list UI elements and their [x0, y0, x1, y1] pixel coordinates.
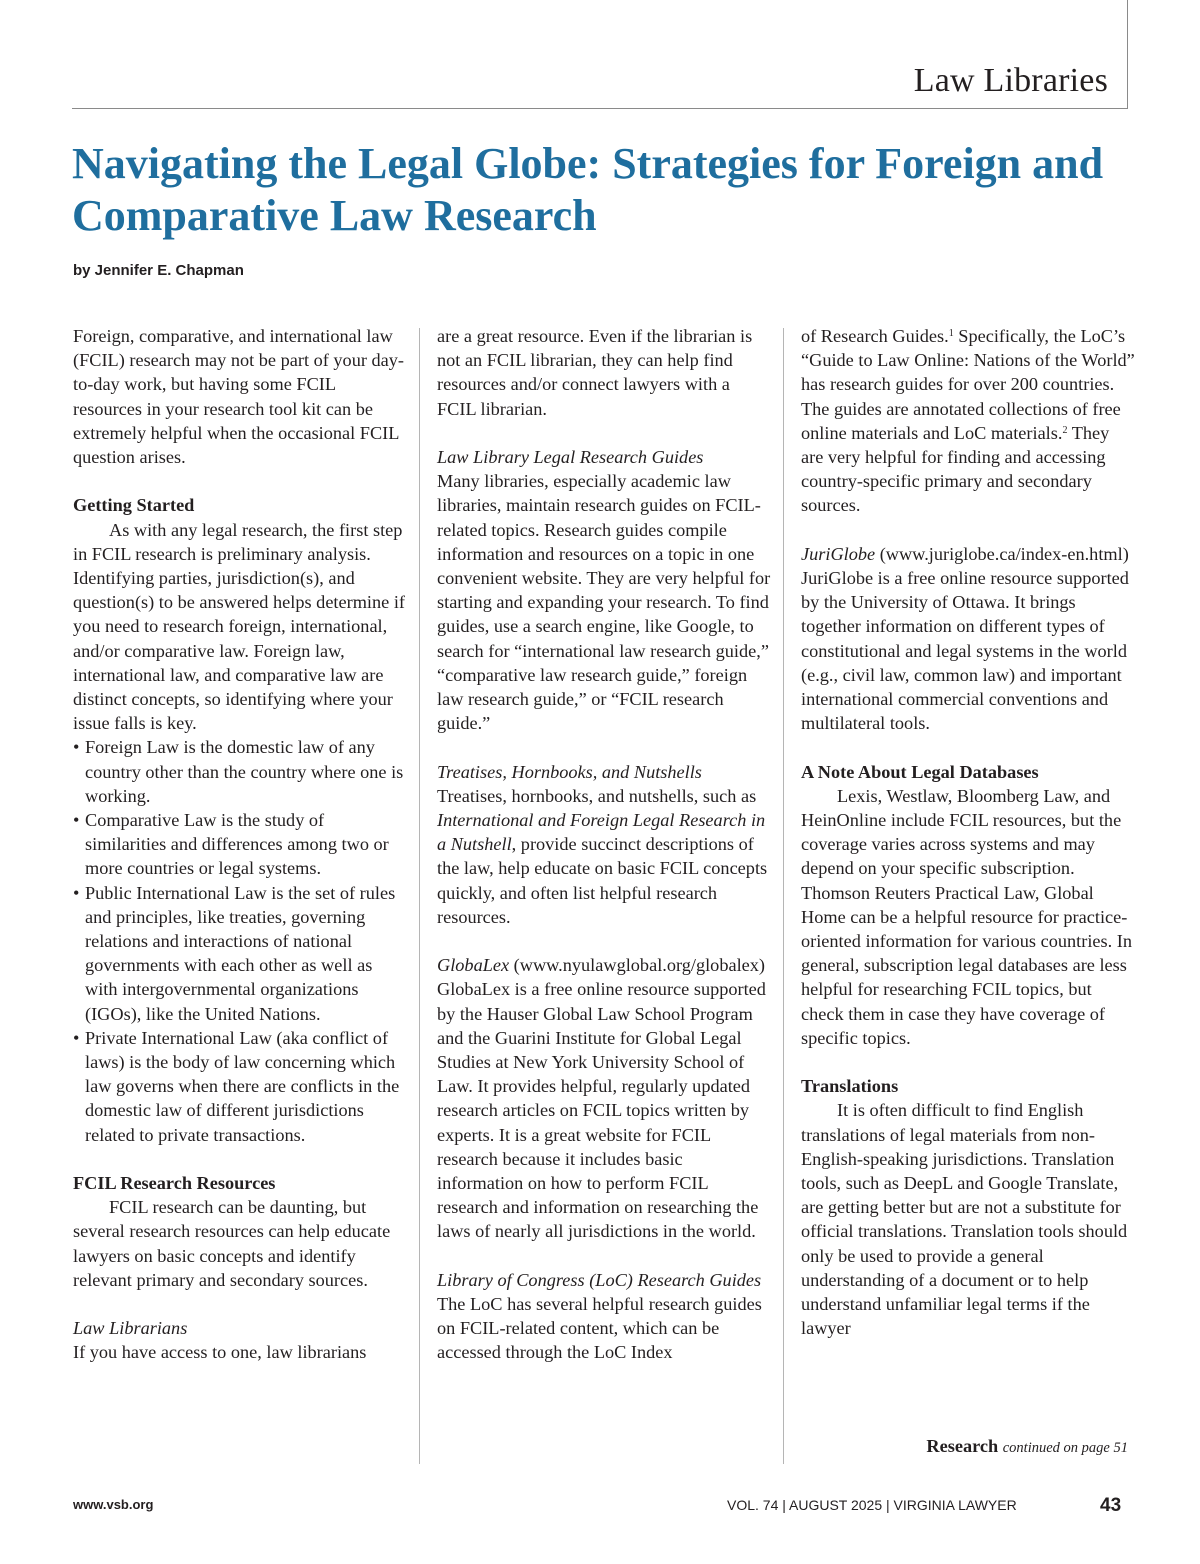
list-item: • Comparative Law is the study of similarities and differences among two or more countries or legal systems. — [73, 808, 407, 881]
translations-paragraph: It is often difficult to find English translations of legal materials from non-English-speaking jurisdictions. Translation tools, such as DeepL and Google Translate, are getting better but are not a substitute for official translations. Translation tools should only be used to provide a general understanding of a document or to help understand unfamiliar legal terms if the lawyer — [801, 1100, 1128, 1339]
column-2 — [437, 324, 771, 1365]
column-3 — [801, 324, 1135, 1340]
list-item: • Foreign Law is the domestic law of any country other than the country where one is working. — [73, 735, 407, 808]
databases-paragraph: Lexis, Westlaw, Bloomberg Law, and HeinOnline include FCIL resources, but the coverage varies across systems and may depend on your specific subscription. Thomson Reuters Practical Law, Global Home can be a helpful resource for practice-oriented information for various countries. In general, subscription legal databases are less helpful for researching FCIL topics, but check them in case they have coverage of specific topics. — [801, 785, 1132, 1048]
guides-paragraph: Many libraries, especially academic law libraries, maintain research guides on FCIL-related topics. Research guides compile information and resources on a topic in one convenient website. They are very helpful for starting and expanding your research. To find guides, use a search engine, like Google, to search for “international law research guide,” “comparative law research guide,” foreign law research guide,” or “FCIL research guide.” — [437, 471, 771, 734]
treatises-paragraph: Treatises, hornbooks, and nutshells, such as International and Foreign Legal Research in a Nutshell, provide succinct descriptions of the law, help educate on basic FCIL concepts quickly, and often list helpful research resources. — [437, 785, 768, 927]
juriglobe-paragraph: JuriGlobe is a free online resource supported by the University of Ottawa. It brings together information on different types of constitutional and legal systems in the world (e.g., civil law, common law) and important international commercial conventions and multilateral tools. — [801, 568, 1129, 734]
subheading-globalex: GlobaLex — [437, 955, 510, 976]
header-rule-vertical — [1127, 0, 1128, 109]
heading-fcil-resources: FCIL Research Resources — [73, 1173, 276, 1194]
globalex-url: (www.nyulawglobal.org/globalex) — [509, 955, 765, 976]
librarians-paragraph-cont: are a great resource. Even if the librarian is not an FCIL librarian, they can help find resources and/or connect lawyers with a FCIL librarian. — [437, 326, 753, 419]
continued-text: continued on page 51 — [1002, 1440, 1128, 1456]
footer-website: www.vsb.org — [73, 1497, 154, 1512]
article-title: Navigating the Legal Globe: Strategies for Foreign and Comparative Law Research — [72, 139, 1104, 240]
footer-volume: VOL. 74 | AUGUST 2025 | VIRGINIA LAWYER — [727, 1497, 1017, 1513]
subheading-research-guides: Law Library Legal Research Guides — [437, 447, 704, 467]
heading-translations: Translations — [801, 1076, 899, 1097]
subheading-juriglobe: JuriGlobe — [801, 543, 876, 564]
nutshell-title: International and Foreign Legal Research in a Nutshell — [437, 810, 766, 855]
byline: by Jennifer E. Chapman — [73, 262, 244, 279]
column-divider — [783, 328, 784, 1464]
loc-paragraph-cont: of Research Guides.$^1$ Specifically, the LoC’s “Guide to Law Online: Nations of the World” has research guides for over 200 countries. The guides are annotated collections of free online materials and LoC materials.$^2$ They are very helpful for finding and accessing country-specific primary and secondary sources. — [801, 326, 1135, 516]
continued-note — [926, 1434, 1128, 1460]
juriglobe-heading — [801, 542, 1135, 566]
section-label: Law Libraries — [913, 62, 1108, 99]
loc-paragraph: The LoC has several helpful research guides on FCIL-related content, which can be accessed through the LoC Index — [437, 1294, 762, 1363]
column-divider — [419, 328, 420, 1464]
continued-keyword: Research — [926, 1436, 999, 1456]
column-1 — [73, 324, 407, 1365]
footnote-ref: 1 — [948, 328, 954, 339]
law-types-list — [73, 735, 407, 1146]
subheading-treatises: Treatises, Hornbooks, and Nutshells — [437, 761, 702, 782]
resources-paragraph: FCIL research can be daunting, but several research resources can help educate lawyers on basic concepts and identify relevant primary and secondary sources. — [73, 1197, 391, 1290]
juriglobe-url: (www.juriglobe.ca/index-en.html) — [875, 543, 1129, 564]
intro-paragraph: Foreign, comparative, and international law (FCIL) research may not be part of your day-to-day work, but having some FCIL resources in your research tool kit can be extremely helpful when the occasional FCIL question arises. — [73, 326, 404, 468]
globalex-heading — [437, 953, 771, 977]
footnote-ref: 2 — [1062, 424, 1068, 436]
subheading-loc-guides: Library of Congress (LoC) Research Guides — [437, 1269, 762, 1290]
globalex-paragraph: GlobaLex is a free online resource supported by the Hauser Global Law School Program and the Guarini Institute for Global Legal Studies at New York University School of Law. It provides helpful, regularly updated research articles on FCIL topics written by experts. It is a great website for FCIL research because it includes basic information on how to perform FCIL research and information on researching the laws of nearly all jurisdictions in the world. — [437, 979, 766, 1242]
list-item: • Private International Law (aka conflict of laws) is the body of law concerning which law governs when there are conflicts in the domestic law of different jurisdictions related to private transactions. — [73, 1026, 407, 1147]
heading-legal-databases: A Note About Legal Databases — [801, 761, 1039, 782]
header-rule — [72, 108, 1128, 109]
getting-started-paragraph: As with any legal research, the first step in FCIL research is preliminary analysis. Identifying parties, jurisdiction(s), and question(s) to be answered helps determine if you need to research foreign, international, and/or comparative law. Foreign law, international law, and comparative law are distinct concepts, so identifying where your issue falls is key. — [73, 519, 406, 734]
librarians-paragraph: If you have access to one, law librarians — [73, 1342, 367, 1363]
list-item: • Public International Law is the set of rules and principles, like treaties, governing relations and interactions of national governments with each other as well as with intergovernmental organizations (IGOs), like the United Nations. — [73, 881, 407, 1026]
page-number: 43 — [1100, 1495, 1122, 1516]
heading-getting-started: Getting Started — [73, 495, 195, 516]
subheading-law-librarians: Law Librarians — [73, 1318, 188, 1339]
